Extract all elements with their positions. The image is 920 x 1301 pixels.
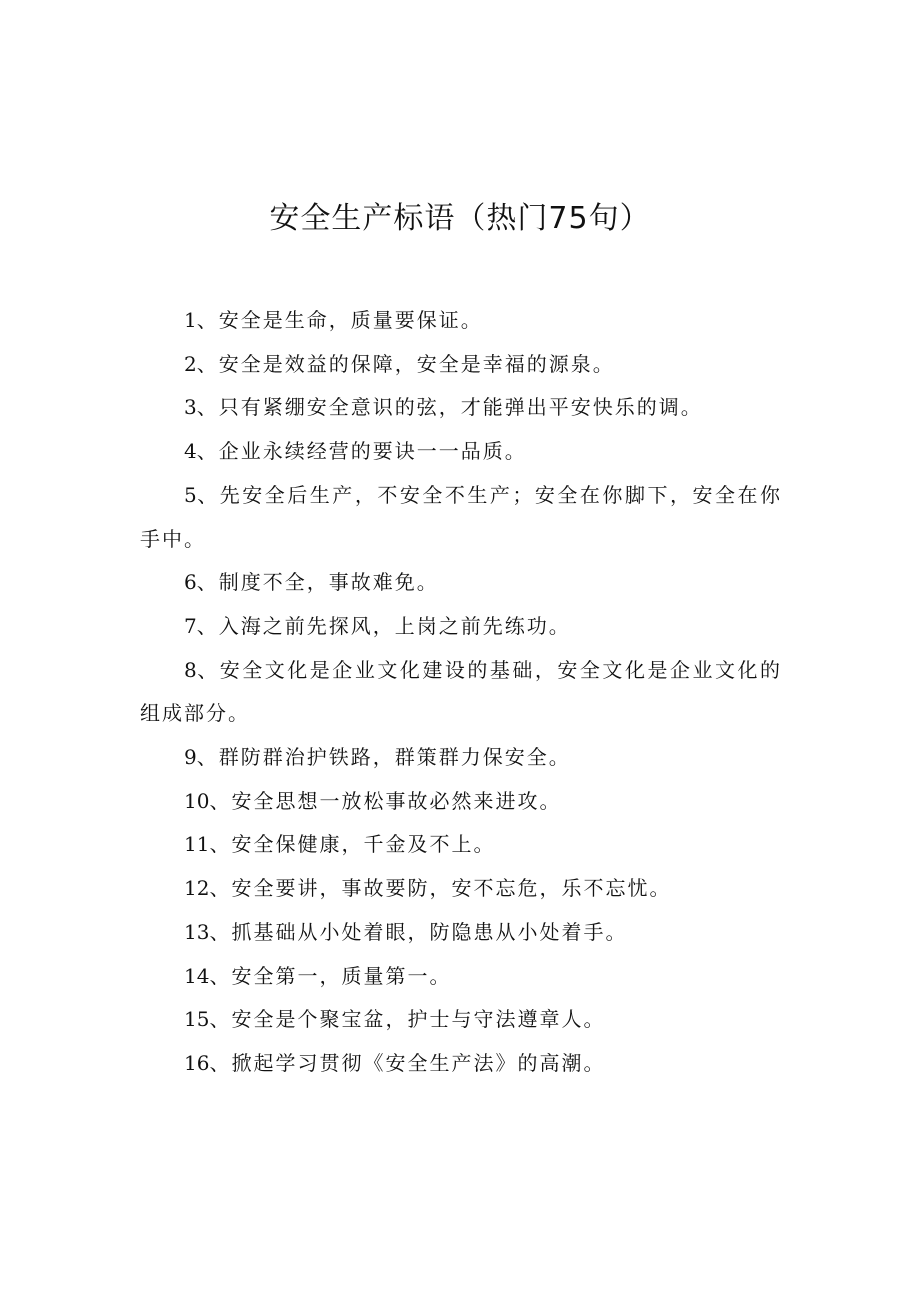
item-text: 、安全保健康，千金及不上。: [209, 832, 496, 857]
list-item: [140, 430, 782, 474]
item-text: 、只有紧绷安全意识的弦，才能弹出平安快乐的调。: [196, 395, 703, 420]
item-number: 8: [184, 657, 197, 682]
item-text: 、安全文化是企业文化建设的基础，安全文化是企业文化的组成部分。: [140, 657, 782, 726]
item-number: 2: [184, 351, 197, 376]
item-text: 、抓基础从小处着眼，防隐患从小处着手。: [209, 919, 628, 944]
list-item: [140, 955, 782, 999]
item-number: 16: [184, 1050, 210, 1075]
list-item: [140, 998, 782, 1042]
item-number: 4: [184, 439, 197, 464]
list-item: [140, 474, 782, 561]
item-number: 10: [184, 788, 210, 813]
item-text: 、安全是效益的保障，安全是幸福的源泉。: [196, 351, 615, 376]
item-text: 、安全思想一放松事故必然来进攻。: [209, 788, 562, 813]
item-number: 13: [184, 919, 210, 944]
item-text: 、安全是生命，质量要保证。: [196, 308, 483, 332]
item-number: 1: [184, 308, 197, 332]
item-number: 12: [184, 876, 210, 901]
item-text: 、掀起学习贯彻《安全生产法》的高潮。: [209, 1050, 606, 1075]
list-item: [140, 867, 782, 911]
item-text: 、制度不全，事故难免。: [196, 570, 439, 595]
item-number: 3: [184, 395, 197, 420]
list-item: [140, 1042, 782, 1086]
item-text: 、入海之前先探风，上岗之前先练功。: [196, 613, 571, 638]
list-item: [140, 343, 782, 387]
list-item: [140, 386, 782, 430]
document-title: 安全生产标语（热门75句）: [269, 201, 651, 236]
item-text: 、企业永续经营的要诀一一品质。: [196, 439, 527, 464]
slogan-list: [140, 299, 782, 1086]
item-number: 6: [184, 570, 197, 595]
list-item: [140, 736, 782, 780]
item-number: 11: [184, 832, 210, 857]
list-item: [140, 911, 782, 955]
item-number: 7: [184, 613, 197, 638]
item-text: 、安全是个聚宝盆，护士与守法遵章人。: [209, 1007, 606, 1032]
item-number: 14: [184, 963, 210, 988]
list-item: [140, 649, 782, 736]
list-item: [140, 605, 782, 649]
list-item: [140, 561, 782, 605]
list-item: [140, 780, 782, 824]
item-number: 5: [184, 482, 197, 507]
item-number: 9: [184, 745, 197, 770]
list-item: [140, 299, 782, 343]
item-text: 、群防群治护铁路，群策群力保安全。: [196, 745, 571, 770]
item-text: 、安全要讲，事故要防，安不忘危，乐不忘忧。: [209, 876, 672, 901]
item-text: 、安全第一，质量第一。: [209, 963, 452, 988]
item-text: 、先安全后生产，不安全不生产；安全在你脚下，安全在你手中。: [140, 482, 782, 551]
list-item: [140, 823, 782, 867]
item-number: 15: [184, 1007, 210, 1032]
